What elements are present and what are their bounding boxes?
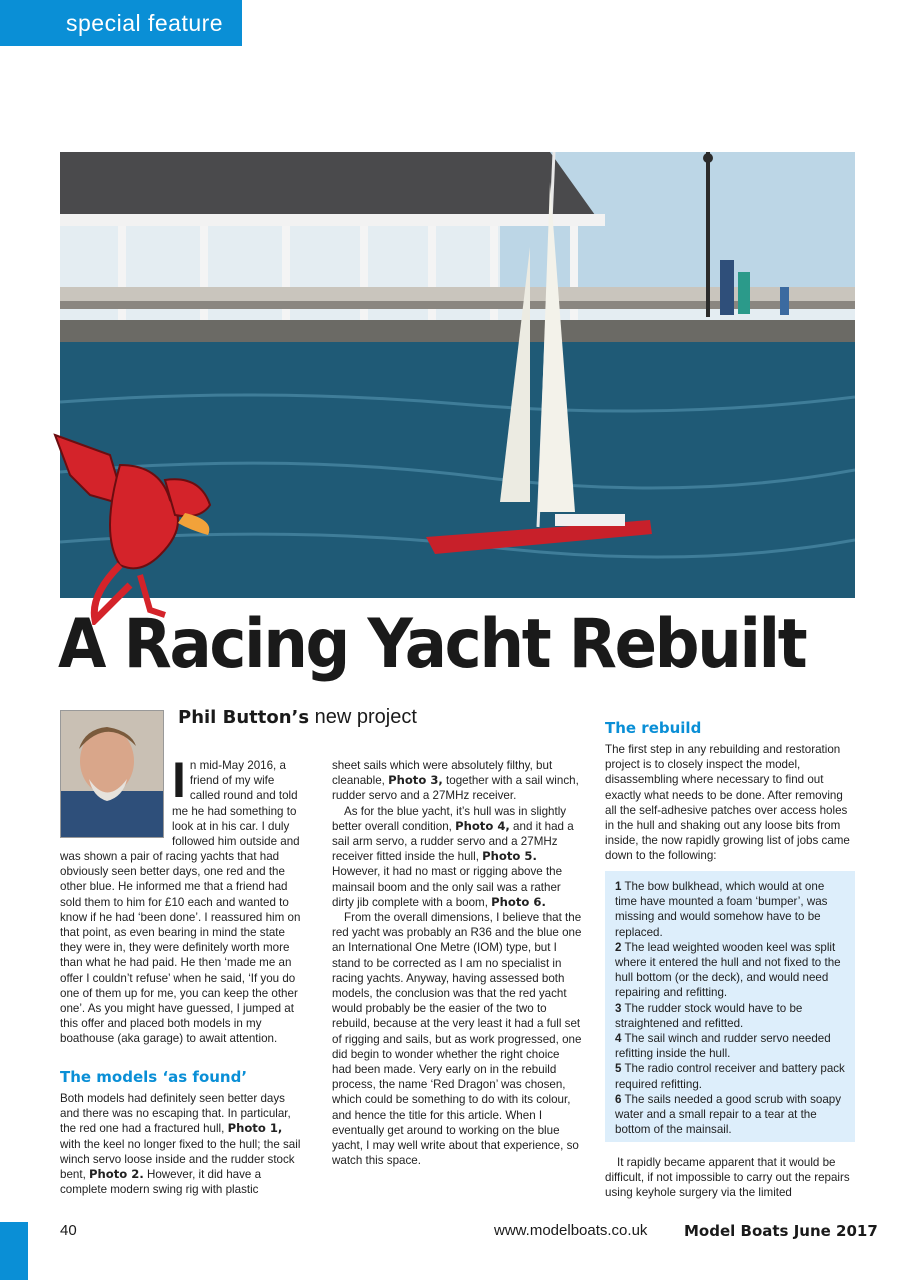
rebuild-paragraph: The first step in any rebuilding and restoration project is to closely inspect the model, disassembling where necessary to find out exactly what needs to be done. After removing all the self-adhesive patches over access holes in the hull and shaking out any loose bits from inside, the now rapidly growing list of jobs came down to the following: — [605, 743, 850, 863]
list-number: 2 — [615, 940, 622, 954]
photo-reference: Photo 3, — [388, 773, 443, 788]
list-number: 1 — [615, 880, 622, 893]
paragraph-text: However, it did have a complete modern swing rig with plastic — [60, 1168, 262, 1197]
paragraph-text: Both models had definitely seen better days and there was no escaping that. In particular, the red one had a fractured hull, — [60, 1092, 291, 1136]
list-number: 3 — [615, 1001, 622, 1015]
paragraph — [332, 804, 582, 910]
list-text: The sails needed a good scrub with soapy water and a small repair to a tear at the bottom of the mainsail. — [615, 1092, 842, 1137]
list-item — [615, 1061, 845, 1091]
paragraph-text: As for the blue yacht, it’s hull was in slightly better overall condition, — [332, 804, 567, 833]
list-item — [615, 1092, 845, 1138]
intro-continued: was shown a pair of racing yachts that had obviously seen better days, one red and the other blue. He informed me that a friend had sold them to him for £10 each and wanted to know if he had ‘been done’. I reassured him on that point, as even bearing in mind the state they were in, they were definitely worth more than what he had paid. He then ‘made me an offer I couldn’t refuse’ when he said, ‘If you do one of them up for me, you can keep the other one’. As you might have guessed, I jumped at this offer and placed both models in my boathouse (aka garage) to await attention. — [60, 850, 301, 1046]
list-item — [615, 1001, 845, 1031]
photo-reference: Photo 1, — [227, 1121, 283, 1136]
section-heading-models: The models ‘as found’ — [60, 1068, 248, 1086]
paragraph-text: together with a sail winch, rudder servo and a 27MHz receiver. — [332, 774, 579, 803]
list-text: The rudder stock would have to be straightened and refitted. — [615, 1001, 803, 1030]
paragraph: From the overall dimensions, I believe that the red yacht was probably an R36 and the blue one an International One Metre (IOM) type, but I stand to be corrected as I am no specialist in racing yachts. Anyway, having assessed both models, the conclusion was that the red yacht would probably be the easier of the two to rebuild, because at the very least it had a full set of rigging and sails, but as work progressed, one did begin to wonder whether the right choice had been made. Very early on in the rebuild process, the name ‘Red Dragon’ was chosen, which could be something to do with its colour, and hence the title for this article. When I eventually get around to working on the blue yacht, I may well write about that experience, so watch this space. — [332, 911, 582, 1168]
list-text: The bow bulkhead, which would at one time have mounted a foam ‘bumper’, was missing and would somehow have to be replaced. — [615, 880, 828, 939]
list-text: The radio control receiver and battery pack required refitting. — [615, 1062, 845, 1091]
photo-reference: Photo 6. — [491, 894, 546, 909]
author-portrait — [60, 710, 164, 838]
list-text: The lead weighted wooden keel was split where it entered the hull and not fixed to the hull bottom (or the deck), and would need repairing and refitting. — [615, 940, 841, 1000]
paragraph — [332, 758, 582, 804]
photo-reference: Photo 2. — [89, 1167, 144, 1182]
footer-url[interactable]: www.modelboats.co.uk — [494, 1222, 648, 1239]
page-edge-bar — [0, 1222, 28, 1280]
article-title: A Racing Yacht Rebuilt — [58, 605, 806, 684]
section-heading-rebuild: The rebuild — [605, 719, 702, 737]
list-number: 6 — [615, 1092, 622, 1106]
rebuild-paragraph-2: It rapidly became apparent that it would be difficult, if not impossible to carry out the repairs using keyhole surgery via the limited — [605, 1156, 850, 1200]
byline-rest: new project — [309, 706, 417, 728]
magazine-issue: Model Boats June 2017 — [684, 1222, 878, 1240]
list-item — [615, 940, 845, 1001]
photo-reference: Photo 5. — [482, 849, 537, 864]
list-number: 5 — [615, 1062, 622, 1076]
paragraph-text: and it had a sail arm servo, a rudder servo and a 27MHz receiver fitted inside the hull, — [332, 819, 574, 864]
column-two — [332, 758, 582, 1168]
section-tag: special feature — [0, 0, 242, 46]
list-text: The sail winch and rudder servo needed refitting inside the hull. — [615, 1032, 831, 1061]
author-name: Phil Button’s — [178, 707, 310, 728]
photo-reference: Photo 4, — [455, 818, 510, 833]
jobs-list-box — [605, 871, 855, 1142]
list-item — [615, 879, 845, 940]
red-dragon-icon — [50, 425, 225, 625]
paragraph-text: sheet sails which were absolutely filthy, but cleanable, — [332, 759, 553, 788]
intro-text-a: n mid-May 2016, a friend of my wife called round and told me he had something to look at in his car. I duly followed him outside and — [172, 759, 300, 849]
drop-cap: I — [172, 752, 186, 808]
intro-opening — [172, 752, 306, 849]
paragraph-text: However, it had no mast or rigging above the mainsail boom and the only sail was a rather dirty jib complete with a boom, — [332, 865, 563, 909]
models-paragraph — [60, 1091, 306, 1197]
list-number: 4 — [615, 1032, 622, 1046]
page-number: 40 — [60, 1222, 77, 1239]
paragraph-text: with the keel no longer fixed to the hull; the sail winch servo loose inside and the rudder stock bent, — [60, 1137, 301, 1182]
list-item — [615, 1031, 845, 1061]
byline — [178, 706, 417, 729]
